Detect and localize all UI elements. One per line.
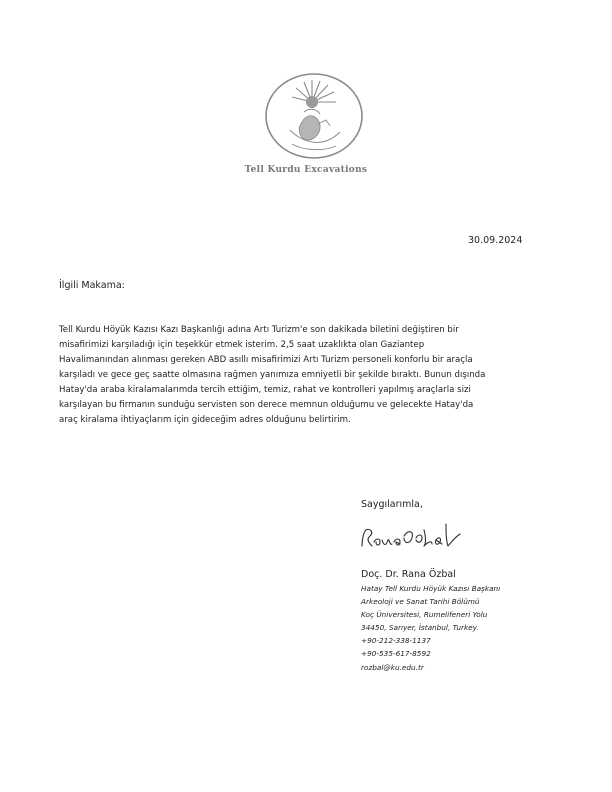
letter-body: Tell Kurdu Höyük Kazısı Kazı Başkanlığı adına Artı Turizm'e son dakikada biletini değiştiren bir misafirimizi karşıladığı için teşekkür etmek isterim. 2,5 saat uzaklıkta olan Gaziantep Havalimanından alınması gereken ABD asıllı misafirimizi Artı Turizm personeli konforlu bir araçla karşıladı ve gece geç saatte olmasına rağmen yanımıza emniyetli bir şekilde bıraktı. Bunun dışında Hatay'da araba kiralamalarımda tercih ettiğim, temiz, rahat ve kontrolleri yapılmış araçlarla sizi karşılayan bu firmanın sunduğu servisten son derece memnun olduğumu ve gelecekte Hatay'da araç kiralama ihtiyaçlarım için gideceğim adres olduğunu belirtirim. xyxy=(59,325,486,425)
handwritten-signature xyxy=(356,516,466,556)
letter-date: 30.09.2024 xyxy=(468,235,523,246)
signer-phone-2: +90-535-617-8592 xyxy=(361,649,431,659)
signer-name: Doç. Dr. Rana Özbal xyxy=(361,569,456,580)
signer-details xyxy=(361,582,581,674)
signer-title: Hatay Tell Kurdu Höyük Kazısı Başkanı xyxy=(361,584,501,593)
signer-department: Arkeoloji ve Sanat Tarihi Bölümü xyxy=(361,597,480,607)
signer-email: rozbal@ku.edu.tr xyxy=(361,662,424,672)
greeting: İlgili Makama: xyxy=(59,280,125,291)
letterhead-organization: Tell Kurdu Excavations xyxy=(244,165,368,175)
signer-address: 34450, Sarıyer, İstanbul, Turkey. xyxy=(361,623,479,633)
signer-university: Koç Üniversitesi, Rumelifeneri Yolu xyxy=(361,610,488,620)
sun-seal-emblem-icon xyxy=(262,70,366,162)
signer-phone-1: +90-212-338-1137 xyxy=(361,636,431,646)
closing: Saygılarımla, xyxy=(361,499,423,510)
